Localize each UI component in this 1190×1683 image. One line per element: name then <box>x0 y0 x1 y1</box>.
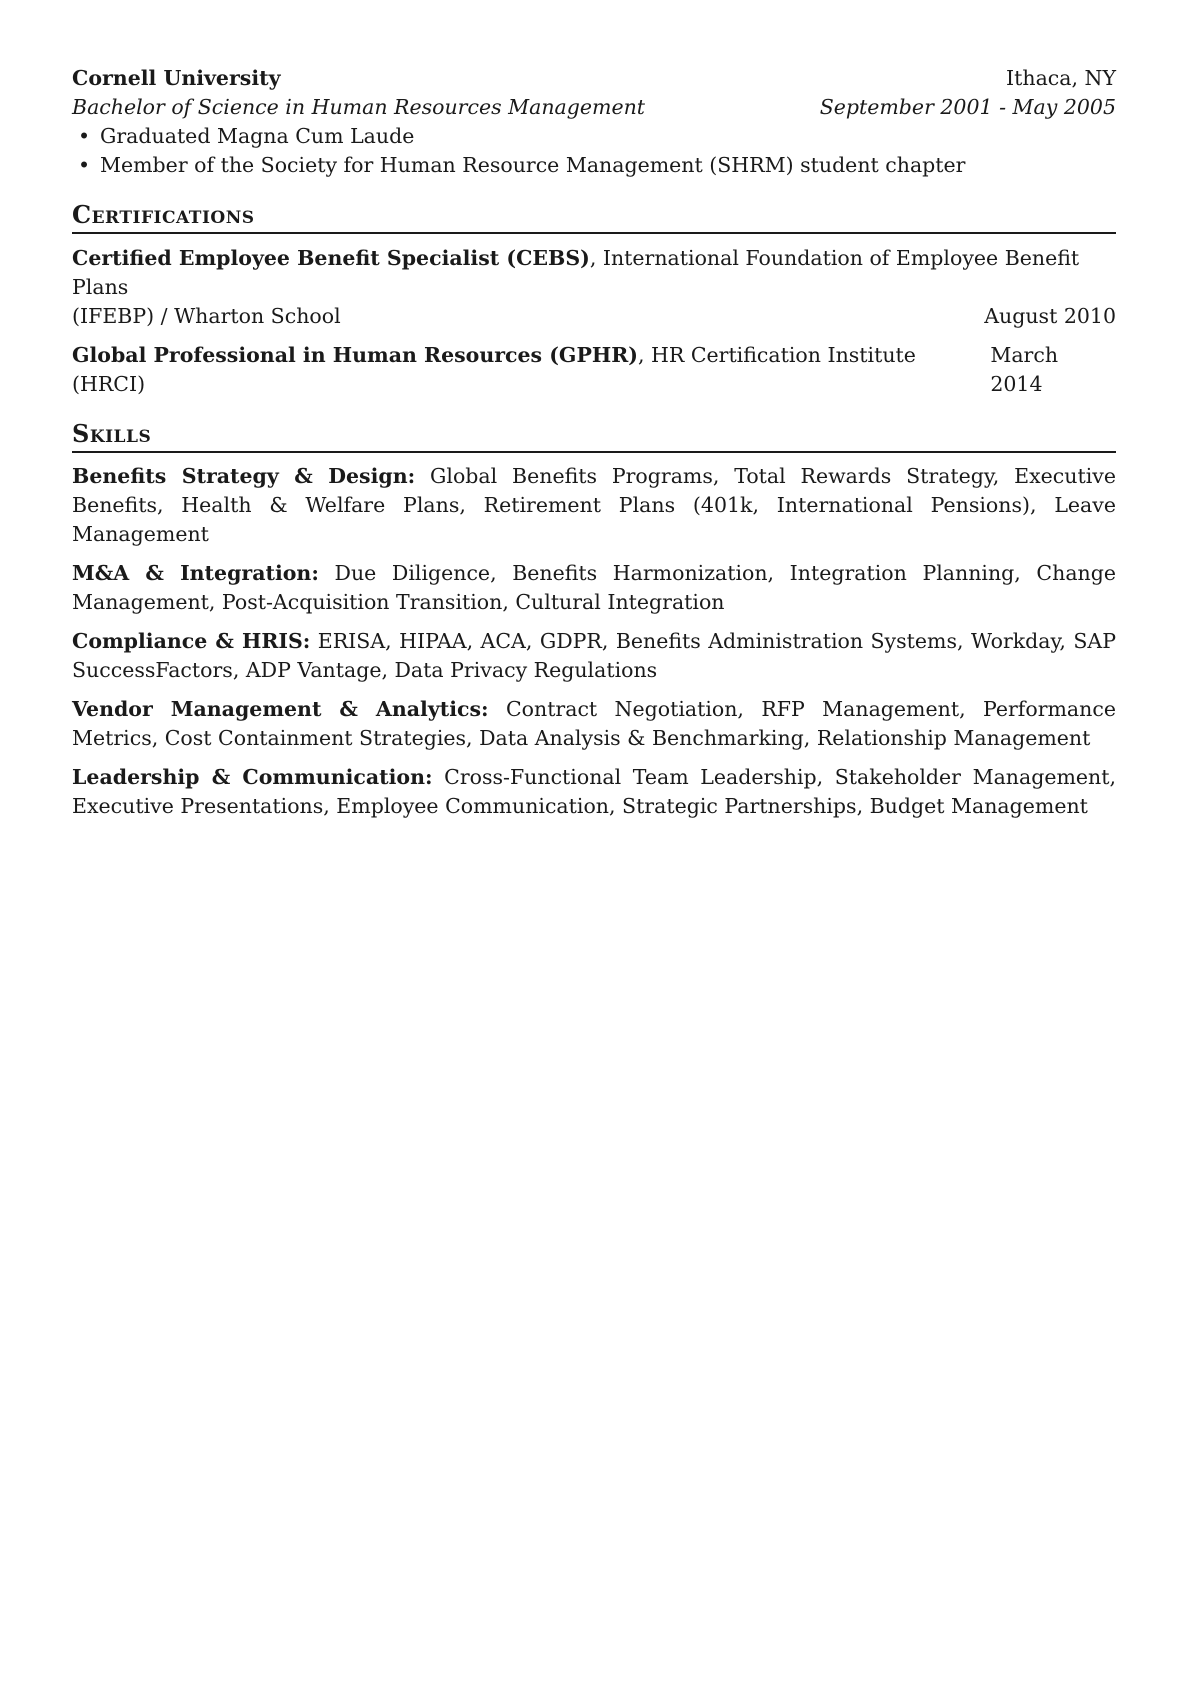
skill-text: ERISA, HIPAA, ACA, GDPR, Benefits Administration Systems, Workday, SAP SuccessFactors, ADP Vantage, Data Privacy Regulations <box>72 629 1117 682</box>
certification-line-2 <box>72 302 1116 331</box>
certification-issuer: , International Foundation of Employee Benefit Plans <box>72 246 1080 299</box>
resume-page <box>72 64 1116 821</box>
skills-heading: Skills <box>72 419 1116 453</box>
list-item: • Member of the Society for Human Resource Management (SHRM) student chapter <box>72 151 1116 180</box>
certification-name: Global Professional in Human Resources (GPHR) <box>72 343 638 367</box>
skill-text: Cross-Functional Team Leadership, Stakeholder Management, Executive Presentations, Employee Communication, Strategic Partnerships, Budget Management <box>72 765 1116 818</box>
certification-name: Certified Employee Benefit Specialist (CEBS) <box>72 246 590 270</box>
skill-label: Vendor Management & Analytics: <box>72 697 489 721</box>
degree-title: Bachelor of Science in Human Resources Management <box>72 95 646 119</box>
education-degree-row <box>72 93 1116 122</box>
certifications-heading: Certifications <box>72 200 1116 234</box>
institution-location: Ithaca, NY <box>1006 66 1116 90</box>
certification-line-1 <box>72 244 1116 302</box>
skill-text: Contract Negotiation, RFP Management, Performance Metrics, Cost Containment Strategies, Data Analysis & Benchmarking, Relationship Management <box>72 697 1116 750</box>
certification-date: March 2014 <box>990 343 1059 396</box>
skill-entry <box>72 763 1116 821</box>
skill-text: Due Diligence, Benefits Harmonization, Integration Planning, Change Management, Post-Acquisition Transition, Cultural Integration <box>72 561 1116 614</box>
certification-issuer: , HR Certification Institute (HRCI) <box>72 343 916 396</box>
skill-label: Leadership & Communication: <box>72 765 433 789</box>
certification-issuer-cont: (IFEBP) / Wharton School <box>72 304 341 328</box>
education-entry <box>72 64 1116 180</box>
skill-entry <box>72 695 1116 753</box>
certification-line <box>72 341 990 399</box>
skill-entry <box>72 559 1116 617</box>
skill-label: M&A & Integration: <box>72 561 319 585</box>
degree-dates: September 2001 - May 2005 <box>819 95 1116 119</box>
certification-entry <box>72 341 1116 399</box>
skill-entry <box>72 627 1116 685</box>
skill-text: Global Benefits Programs, Total Rewards Strategy, Executive Benefits, Health & Welfare Plans, Retirement Plans (401k, International Pensions), Leave Management <box>72 464 1116 546</box>
skill-label: Compliance & HRIS: <box>72 629 311 653</box>
institution-name: Cornell University <box>72 66 281 90</box>
skill-entry <box>72 462 1116 549</box>
education-header-row <box>72 64 1116 93</box>
certification-date: August 2010 <box>984 304 1116 328</box>
education-bullets <box>72 122 1116 180</box>
skill-label: Benefits Strategy & Design: <box>72 464 416 488</box>
list-item: • Graduated Magna Cum Laude <box>72 122 1116 151</box>
certification-entry <box>72 244 1116 331</box>
